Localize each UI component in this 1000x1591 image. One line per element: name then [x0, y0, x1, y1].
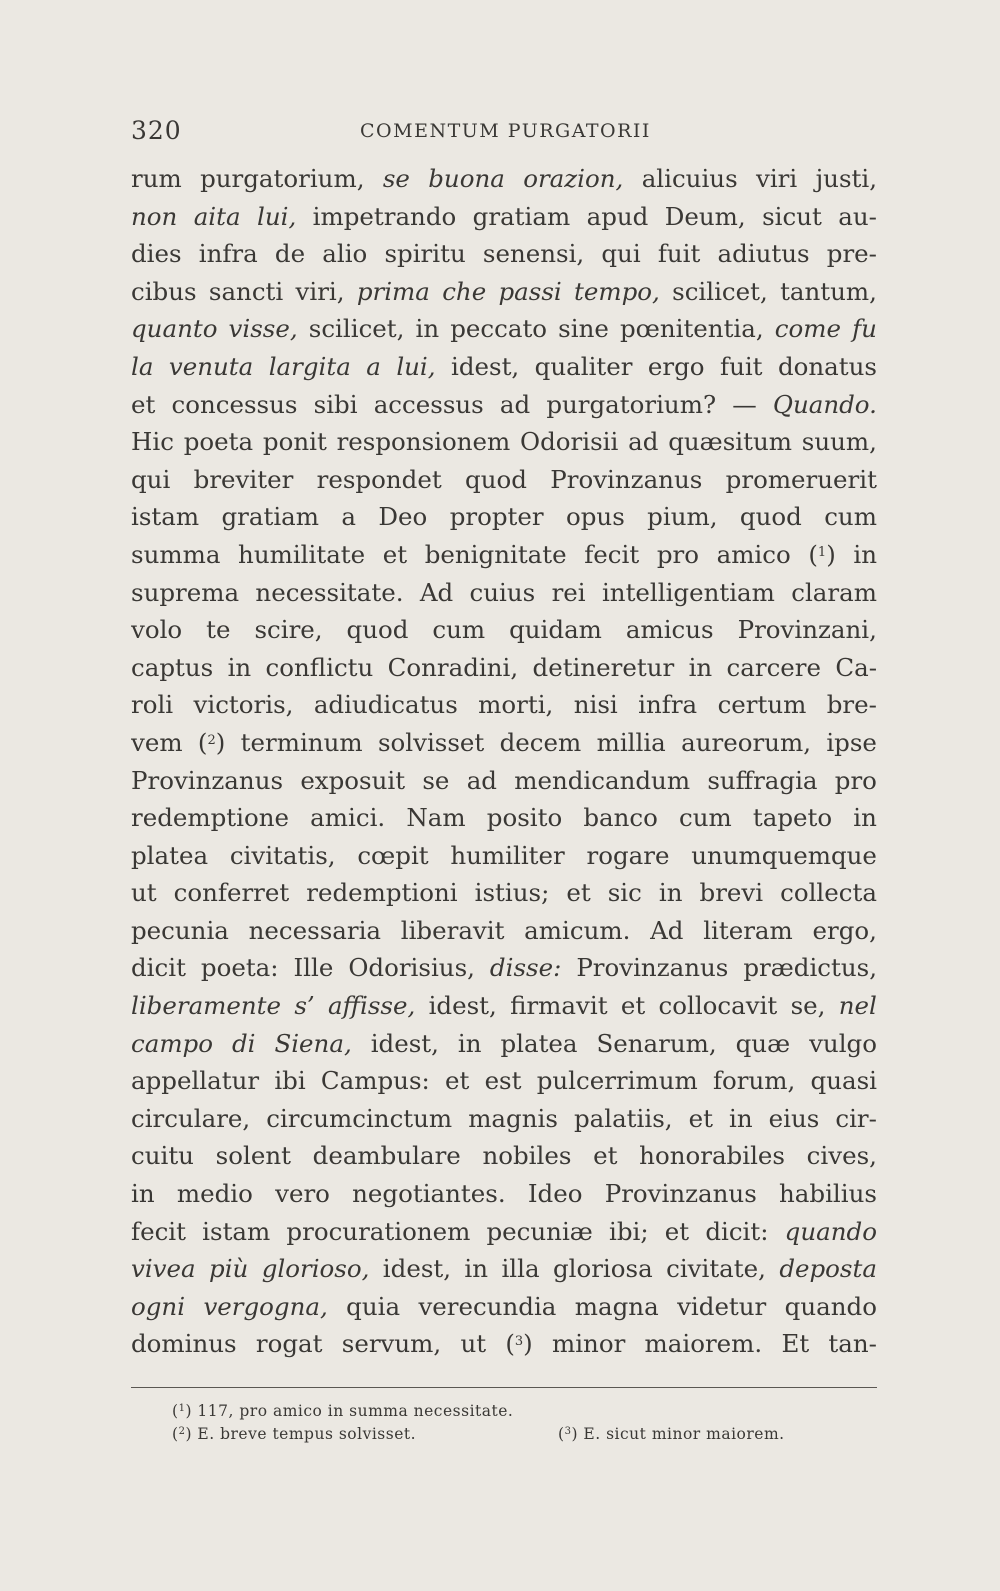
word: nel [838, 991, 877, 1021]
word: quanto [131, 314, 218, 344]
word: negotiantes. [352, 1179, 506, 1209]
word: magna [574, 1291, 659, 1321]
word: au- [838, 201, 877, 231]
word: collecta [780, 878, 877, 908]
text-line [131, 536, 877, 574]
word: intelligentiam [601, 577, 775, 607]
word: habilius [779, 1179, 877, 1209]
word: fecit [584, 539, 640, 569]
word: circumcinctum [266, 1103, 453, 1133]
word: istam [131, 502, 200, 532]
word: quasi [810, 1066, 877, 1096]
word: prima [356, 276, 430, 306]
word: rogare [586, 840, 670, 870]
word: Quando. [772, 389, 877, 419]
word: deambulare [312, 1141, 461, 1171]
word: purgatorium? [546, 389, 717, 419]
word: viri [756, 164, 798, 193]
word: summa [131, 539, 221, 569]
word: et [664, 1216, 690, 1246]
word: buona [428, 164, 505, 193]
word: suum, [801, 427, 877, 457]
word: cum [824, 502, 877, 532]
word: idest, [451, 351, 520, 381]
word: et [688, 1103, 713, 1133]
word: tantum, [780, 276, 877, 306]
word: cuius [469, 577, 536, 607]
word: Odorisii [520, 427, 619, 457]
word: idest, [382, 1254, 452, 1284]
word: pecunia [131, 915, 229, 945]
word: spiritu [384, 239, 466, 269]
word: quia [346, 1291, 401, 1321]
word: idest, [370, 1028, 439, 1058]
word: quidam [509, 615, 602, 645]
word: gloriosa [552, 1254, 653, 1284]
word: di [231, 1028, 256, 1058]
word: suprema [131, 577, 240, 607]
word: volo [131, 615, 183, 645]
word: amico [716, 539, 791, 569]
word: in [658, 878, 683, 908]
word: aita [193, 201, 241, 231]
text-line [131, 423, 877, 461]
word: vergogna, [203, 1291, 328, 1321]
word: Provinzanus [131, 765, 284, 795]
word: decem [499, 727, 582, 757]
word: ut [131, 878, 157, 908]
word: istam [202, 1216, 271, 1246]
word: in [853, 803, 877, 833]
word: appellatur [131, 1066, 260, 1096]
word: in [227, 652, 252, 682]
word: bre- [826, 690, 877, 720]
word: exposuit [300, 765, 406, 795]
word: non [131, 201, 178, 231]
word: tapeto [752, 803, 833, 833]
word: palatiis, [573, 1103, 673, 1133]
word: orazion, [523, 164, 624, 193]
word: responsionem [336, 427, 511, 457]
word: pœnitentia, [619, 314, 764, 344]
word: ($^3$) [505, 1329, 533, 1359]
word: redemptione [131, 803, 290, 833]
word: Odorisius, [348, 953, 475, 983]
word: est [484, 1066, 522, 1096]
word: morti, [478, 690, 554, 720]
word: Ca- [835, 652, 877, 682]
word: alio [322, 239, 368, 269]
word: necessaria [248, 915, 382, 945]
word: et [620, 991, 646, 1021]
word: Ille [293, 953, 334, 983]
word: solvisset [377, 727, 485, 757]
word: Provinzanus [604, 1179, 757, 1209]
text-line [131, 837, 877, 875]
word: amicus [625, 615, 714, 645]
word: detineretur [532, 652, 675, 682]
text-line [131, 686, 877, 724]
word: conflictu [265, 652, 374, 682]
word: pro [834, 765, 877, 795]
text-line [131, 1100, 877, 1138]
word: pulcerrimum [536, 1066, 698, 1096]
word: verecundia [418, 1291, 557, 1321]
word: a [366, 351, 381, 381]
word: pre- [826, 239, 877, 269]
word: eius [768, 1103, 820, 1133]
word: cum [432, 615, 486, 645]
word: idest, [428, 991, 497, 1021]
word: in [729, 1103, 753, 1133]
text-line [131, 1175, 877, 1213]
word: se, [790, 991, 826, 1021]
word: honorabiles [639, 1141, 785, 1171]
word: liberavit [400, 915, 505, 945]
word: ad [466, 765, 497, 795]
footnote-2: ($^2$) E. breve tempus solvisset. [172, 1425, 417, 1443]
word: maiorem. [644, 1329, 763, 1359]
page-number: 320 [131, 116, 182, 145]
word: et [382, 539, 408, 569]
word: peccato [450, 314, 548, 344]
word: platea [131, 840, 209, 870]
text-line [131, 1288, 877, 1326]
word: ($^1$) [808, 539, 836, 569]
word: civitate, [666, 1254, 766, 1284]
word: pecuniæ [486, 1216, 593, 1246]
word: fuit [720, 351, 763, 381]
word: opus [565, 502, 625, 532]
word: ibi [274, 1066, 306, 1096]
word: qualiter [534, 351, 633, 381]
word: ($^2$) [197, 727, 226, 757]
word: Hic [131, 427, 174, 457]
word: benignitate [424, 539, 567, 569]
word: servum, [341, 1329, 442, 1359]
word: posito [486, 803, 563, 833]
word: ut [460, 1329, 487, 1359]
word: in [688, 652, 713, 682]
word: literam [703, 915, 793, 945]
footnote-3: ($^3$) E. sicut minor maiorem. [558, 1425, 785, 1443]
word: Provinzanus [550, 464, 703, 494]
word: cibus [131, 276, 197, 306]
word: videtur [677, 1291, 767, 1321]
word: ibi; [609, 1216, 649, 1246]
text-line [131, 874, 877, 912]
word: alicuius [641, 164, 738, 193]
word: rei [551, 577, 586, 607]
word: gratiam [472, 201, 571, 231]
word: breviter [193, 464, 294, 494]
word: — [732, 389, 757, 419]
word: Ideo [527, 1179, 583, 1209]
word: suffragia [707, 765, 818, 795]
word: passi [498, 276, 562, 306]
word: ipse [826, 727, 877, 757]
text-line [131, 160, 877, 198]
word: et [593, 1141, 618, 1171]
word: la [131, 351, 154, 381]
text-line [131, 762, 877, 800]
word: concessus [171, 389, 298, 419]
word: fecit [131, 1216, 186, 1246]
text-line [131, 724, 877, 762]
text-line [131, 799, 877, 837]
word: sic [607, 878, 642, 908]
word: conferret [173, 878, 290, 908]
word: Ad [650, 915, 684, 945]
word: ponit [262, 427, 327, 457]
word: Ad [419, 577, 454, 607]
word: più [209, 1254, 249, 1284]
word: mendicandum [514, 765, 691, 795]
word: claram [791, 577, 877, 607]
word: collocavit [658, 991, 778, 1021]
word: quando [784, 1291, 877, 1321]
word: illa [501, 1254, 540, 1284]
word: poeta: [200, 953, 279, 983]
word: et [444, 1066, 470, 1096]
word: cives, [806, 1141, 877, 1171]
text-line [131, 386, 877, 424]
word: et [131, 389, 156, 419]
word: firmavit [510, 991, 608, 1021]
word: infra [198, 239, 258, 269]
word: banco [583, 803, 658, 833]
word: sancti [208, 276, 284, 306]
text-line [131, 649, 877, 687]
text-line [131, 912, 877, 950]
word: istius; [474, 878, 550, 908]
word: victoris, [193, 690, 294, 720]
word: vero [275, 1179, 330, 1209]
word: vulgo [809, 1028, 877, 1058]
word: forum, [712, 1066, 796, 1096]
text-line [131, 574, 877, 612]
word: redemptioni [306, 878, 458, 908]
text-line [131, 235, 877, 273]
word: circulare, [131, 1103, 251, 1133]
word: ergo [647, 351, 705, 381]
text-line [131, 987, 877, 1025]
footnote-1: ($^1$) 117, pro amico in summa necessitate. [172, 1402, 514, 1420]
word: disse: [489, 953, 562, 983]
word: terminum [240, 727, 363, 757]
word: humiliter [450, 840, 565, 870]
word: dies [131, 239, 182, 269]
word: scilicet, [308, 314, 405, 344]
word: donatus [777, 351, 877, 381]
word: Nam [406, 803, 466, 833]
word: cum [679, 803, 732, 833]
word: ergo, [812, 915, 877, 945]
text-line [131, 1213, 877, 1251]
text-line [131, 348, 877, 386]
text-line [131, 611, 877, 649]
word: Provinzani, [737, 615, 877, 645]
word: prædictus, [743, 953, 877, 983]
word: in [853, 539, 877, 569]
word: minor [551, 1329, 626, 1359]
word: brevi [699, 878, 764, 908]
word: medio [176, 1179, 253, 1209]
text-line [131, 1137, 877, 1175]
word: pium, [647, 502, 718, 532]
word: sine [558, 314, 609, 344]
word: sibi [313, 389, 358, 419]
word: certum [717, 690, 807, 720]
word: Provinzanus [576, 953, 729, 983]
word: largita [268, 351, 351, 381]
word: che [442, 276, 487, 306]
word: aureorum, [681, 727, 811, 757]
word: quæsitum [668, 427, 792, 457]
text-line [131, 498, 877, 536]
word: in [464, 1254, 489, 1284]
word: et [566, 878, 591, 908]
word: vem [131, 727, 183, 757]
word: Senarum, [596, 1028, 717, 1058]
word: Campus: [320, 1066, 430, 1096]
text-line [131, 461, 877, 499]
word: lui, [396, 351, 436, 381]
word: propter [449, 502, 544, 532]
word: te [206, 615, 231, 645]
word: procurationem [286, 1216, 471, 1246]
word: cœpit [357, 840, 429, 870]
word: amicum. [524, 915, 631, 945]
word: accessus [373, 389, 484, 419]
word: se [382, 164, 410, 193]
running-title: COMENTUM PURGATORII [360, 120, 651, 142]
word: senensi, [482, 239, 585, 269]
word: glorioso, [261, 1254, 370, 1284]
footnote-rule [131, 1387, 877, 1388]
word: in [415, 314, 440, 344]
word: quæ [735, 1028, 791, 1058]
word: necessitate. [255, 577, 404, 607]
word: lui, [257, 201, 297, 231]
text-line [131, 1025, 877, 1063]
text-line [131, 1062, 877, 1100]
word: rogat [255, 1329, 323, 1359]
word: impetrando [312, 201, 457, 231]
text-line [131, 1325, 877, 1363]
word: Deum, [664, 201, 746, 231]
word: Et [781, 1329, 810, 1359]
main-text [131, 160, 877, 1363]
word: se [422, 765, 450, 795]
word: platea [500, 1028, 578, 1058]
word: Conradini, [387, 652, 519, 682]
word: purgatorium, [200, 164, 365, 193]
word: gratiam [221, 502, 320, 532]
word: unumquemque [691, 840, 877, 870]
word: qui [131, 464, 171, 494]
word: affisse, [328, 991, 416, 1021]
word: respondet [316, 464, 442, 494]
word: quando [784, 1216, 877, 1246]
word: infra [638, 690, 698, 720]
word: quod [739, 502, 802, 532]
word: de [274, 239, 306, 269]
word: promeruerit [725, 464, 877, 494]
word: cuitu [131, 1141, 194, 1171]
word: tan- [828, 1329, 877, 1359]
word: adiudicatus [313, 690, 458, 720]
word: viri, [295, 276, 345, 306]
word: carcere [726, 652, 822, 682]
word: vivea [131, 1254, 196, 1284]
word: ogni [131, 1291, 186, 1321]
word: justi, [815, 164, 877, 193]
text-line [131, 198, 877, 236]
word: adiutus [717, 239, 810, 269]
text-line [131, 273, 877, 311]
word: cir- [835, 1103, 877, 1133]
word: solent [215, 1141, 291, 1171]
word: ad [628, 427, 659, 457]
word: dicit [131, 953, 186, 983]
word: Deo [378, 502, 428, 532]
word: deposta [779, 1254, 877, 1284]
word: rum [131, 164, 182, 193]
word: scire, [254, 615, 323, 645]
word: come [774, 314, 841, 344]
word: humilitate [238, 539, 366, 569]
word: quod [465, 464, 527, 494]
word: fu [852, 314, 877, 344]
word: liberamente [131, 991, 282, 1021]
word: apud [586, 201, 649, 231]
word: quod [346, 615, 409, 645]
word: nobiles [482, 1141, 572, 1171]
word: sicut [762, 201, 822, 231]
word: magnis [468, 1103, 558, 1133]
word: qui [601, 239, 641, 269]
word: millia [596, 727, 666, 757]
text-line [131, 1250, 877, 1288]
word: nisi [573, 690, 618, 720]
word: in [457, 1028, 482, 1058]
word: visse, [228, 314, 298, 344]
text-line [131, 949, 877, 987]
word: tempo, [574, 276, 660, 306]
word: campo [131, 1028, 213, 1058]
word: amici. [310, 803, 386, 833]
word: fuit [657, 239, 701, 269]
word: venuta [168, 351, 254, 381]
word: poeta [183, 427, 254, 457]
word: pro [656, 539, 699, 569]
word: s’ [294, 991, 315, 1021]
word: captus [131, 652, 214, 682]
word: a [341, 502, 357, 532]
word: dominus [131, 1329, 237, 1359]
word: roli [131, 690, 174, 720]
word: civitatis, [229, 840, 336, 870]
word: dicit: [705, 1216, 769, 1246]
word: scilicet, [672, 276, 768, 306]
text-line [131, 310, 877, 348]
word: ad [499, 389, 531, 419]
word: Siena, [274, 1028, 352, 1058]
word: in [131, 1179, 155, 1209]
